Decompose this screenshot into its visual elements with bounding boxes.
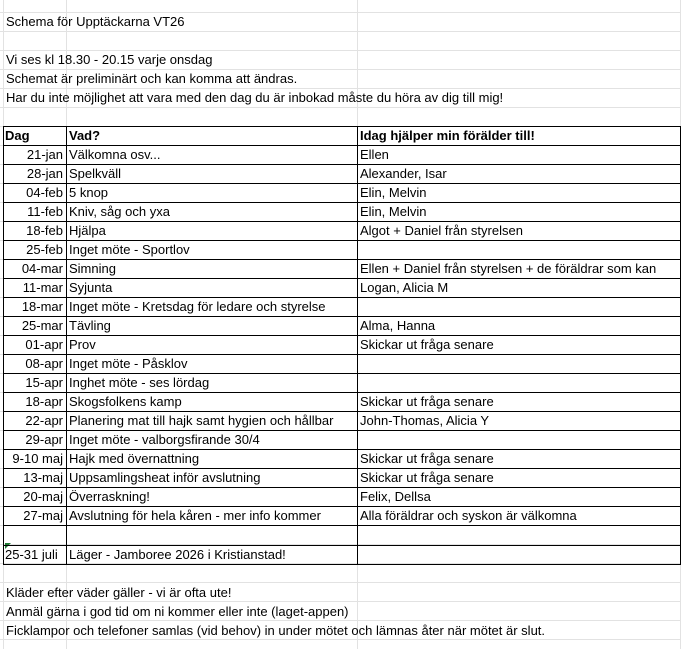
cell-vad[interactable]: Hajk med övernattning bbox=[69, 451, 200, 466]
intro-line: Schemat är preliminärt och kan komma att ändras. bbox=[6, 71, 298, 86]
cell-vad[interactable]: Skogsfolkens kamp bbox=[69, 394, 182, 409]
cell-hjalp[interactable]: Elin, Melvin bbox=[360, 185, 427, 200]
table-row bbox=[0, 278, 681, 297]
cell-dag[interactable]: 27-maj bbox=[23, 508, 63, 523]
cell-hjalp[interactable]: Alma, Hanna bbox=[360, 318, 436, 333]
table-border bbox=[3, 202, 681, 203]
table-border bbox=[3, 430, 681, 431]
cell-dag[interactable]: 21-jan bbox=[26, 147, 63, 162]
table-row bbox=[0, 354, 681, 373]
intro-row[interactable] bbox=[0, 69, 681, 88]
table-row bbox=[0, 392, 681, 411]
intro-row[interactable] bbox=[0, 50, 681, 69]
cell-dag[interactable]: 01-apr bbox=[25, 337, 63, 352]
table-row bbox=[0, 297, 681, 316]
cell-hjalp[interactable]: Ellen bbox=[360, 147, 389, 162]
cell-hjalp[interactable]: John-Thomas, Alicia Y bbox=[360, 413, 490, 428]
table-border bbox=[3, 545, 681, 546]
table-border bbox=[357, 126, 358, 565]
cell-dag[interactable]: 9-10 maj bbox=[12, 451, 63, 466]
table-row bbox=[0, 335, 681, 354]
cell-dag[interactable]: 18-feb bbox=[26, 223, 63, 238]
cell-dag[interactable]: 11-feb bbox=[27, 204, 63, 219]
cell-vad[interactable]: Uppsamlingsheat inför avslutning bbox=[69, 470, 261, 485]
table-border bbox=[3, 564, 681, 565]
cell-dag[interactable]: 25-mar bbox=[21, 318, 63, 333]
cell-hjalp[interactable]: Skickar ut fråga senare bbox=[360, 337, 494, 352]
cell-hjalp[interactable] bbox=[357, 545, 681, 564]
table-header bbox=[0, 126, 681, 145]
cell-dag[interactable]: 25-feb bbox=[26, 242, 63, 257]
cell-vad[interactable]: Läger - Jamboree 2026 i Kristianstad! bbox=[69, 547, 286, 562]
note-line: Anmäl gärna i god tid om ni kommer eller inte (laget-appen) bbox=[6, 604, 349, 619]
cell-hjalp[interactable]: Skickar ut fråga senare bbox=[360, 394, 494, 409]
cell-hjalp[interactable]: Algot + Daniel från styrelsen bbox=[360, 223, 523, 238]
cell-dag[interactable]: 04-feb bbox=[26, 185, 63, 200]
cell-hjalp[interactable]: Alla föräldrar och syskon är välkomna bbox=[360, 508, 577, 523]
table-border bbox=[3, 354, 681, 355]
table-border bbox=[3, 259, 681, 260]
cell-dag[interactable]: 18-mar bbox=[21, 299, 63, 314]
cell-vad[interactable]: Inget möte - Påsklov bbox=[69, 356, 188, 371]
table-border bbox=[3, 240, 681, 241]
table-border bbox=[3, 506, 681, 507]
cell-hjalp[interactable] bbox=[357, 240, 681, 259]
table-border bbox=[3, 164, 681, 165]
note-line: Kläder efter väder gäller - vi är ofta ute! bbox=[6, 585, 232, 600]
intro-line: Har du inte möjlighet att vara med den dag du är inbokad måste du höra av dig till mig! bbox=[6, 90, 504, 105]
header-hjalp[interactable]: Idag hjälper min förälder till! bbox=[360, 128, 535, 143]
table-row bbox=[0, 221, 681, 240]
note-row[interactable] bbox=[0, 621, 681, 640]
table-border bbox=[3, 525, 681, 526]
header-vad[interactable]: Vad? bbox=[69, 128, 101, 143]
table-row-extra bbox=[0, 545, 681, 564]
table-border bbox=[3, 449, 681, 450]
cell-vad[interactable]: 5 knop bbox=[69, 185, 109, 200]
table-row bbox=[0, 164, 681, 183]
table-border bbox=[3, 297, 681, 298]
cell-vad[interactable]: Inget möte - valborgsfirande 30/4 bbox=[69, 432, 260, 447]
cell-dag[interactable]: 18-apr bbox=[25, 394, 63, 409]
note-row[interactable] bbox=[0, 583, 681, 602]
cell-vad[interactable]: Kniv, såg och yxa bbox=[69, 204, 170, 219]
cell-dag[interactable]: 25-31 juli bbox=[5, 547, 58, 562]
sheet-title: Schema för Upptäckarna VT26 bbox=[6, 14, 185, 29]
intro-row[interactable] bbox=[0, 88, 681, 107]
table-border bbox=[3, 373, 681, 374]
cell-vad[interactable]: Inget möte - Sportlov bbox=[69, 242, 190, 257]
cell-dag[interactable]: 15-apr bbox=[25, 375, 63, 390]
table-row bbox=[0, 202, 681, 221]
cell-vad[interactable]: Tävling bbox=[69, 318, 111, 333]
header-dag[interactable]: Dag bbox=[5, 128, 30, 143]
table-row bbox=[0, 411, 681, 430]
cell-hjalp[interactable]: Skickar ut fråga senare bbox=[360, 470, 494, 485]
table-row bbox=[0, 240, 681, 259]
cell-hjalp[interactable]: Elin, Melvin bbox=[360, 204, 427, 219]
cell-vad[interactable]: Inghet möte - ses lördag bbox=[69, 375, 210, 390]
table-row bbox=[0, 430, 681, 449]
cell-hjalp[interactable]: Alexander, Isar bbox=[360, 166, 447, 181]
cell-vad[interactable]: Planering mat till hajk samt hygien och hållbar bbox=[69, 413, 334, 428]
table-border bbox=[3, 145, 681, 146]
table-border bbox=[66, 126, 67, 565]
cell-hjalp[interactable]: Skickar ut fråga senare bbox=[360, 451, 494, 466]
table-border bbox=[3, 221, 681, 222]
cell-vad[interactable]: Spelkväll bbox=[69, 166, 122, 181]
intro-line: Vi ses kl 18.30 - 20.15 varje onsdag bbox=[6, 52, 213, 67]
cell-vad[interactable]: Överraskning! bbox=[69, 489, 150, 504]
table-border bbox=[3, 183, 681, 184]
table-row bbox=[0, 468, 681, 487]
cell-hjalp[interactable] bbox=[357, 430, 681, 449]
cell-vad[interactable]: Simning bbox=[69, 261, 116, 276]
table-row bbox=[0, 487, 681, 506]
cell-hjalp[interactable]: Ellen + Daniel från styrelsen + de föräldrar som kan bbox=[360, 261, 657, 276]
cell-dag[interactable]: 22-apr bbox=[25, 413, 63, 428]
table-row bbox=[0, 183, 681, 202]
cell-vad[interactable]: Prov bbox=[69, 337, 96, 352]
cell-comment-marker bbox=[5, 543, 11, 549]
title-row[interactable] bbox=[0, 12, 681, 31]
cell-dag[interactable]: 13-maj bbox=[23, 470, 63, 485]
table-border bbox=[3, 126, 4, 565]
table-border bbox=[3, 411, 681, 412]
table-border bbox=[3, 392, 681, 393]
cell-vad[interactable]: Inget möte - Kretsdag för ledare och styrelse bbox=[69, 299, 326, 314]
table-row bbox=[0, 259, 681, 278]
cell-dag[interactable]: 04-mar bbox=[21, 261, 63, 276]
gridline bbox=[0, 107, 681, 108]
gridline bbox=[0, 31, 681, 32]
note-line: Ficklampor och telefoner samlas (vid behov) in under mötet och lämnas åter när mötet är slut. bbox=[6, 623, 546, 638]
table-row bbox=[0, 373, 681, 392]
table-row bbox=[0, 316, 681, 335]
table-border bbox=[3, 316, 681, 317]
cell-vad[interactable]: Syjunta bbox=[69, 280, 113, 295]
cell-hjalp[interactable]: Felix, Dellsa bbox=[360, 489, 431, 504]
cell-dag[interactable]: 20-maj bbox=[23, 489, 63, 504]
note-row[interactable] bbox=[0, 602, 681, 621]
table-row bbox=[0, 506, 681, 525]
table-border bbox=[3, 126, 681, 127]
table-row bbox=[0, 449, 681, 468]
cell-vad[interactable]: Hjälpa bbox=[69, 223, 106, 238]
table-border bbox=[3, 335, 681, 336]
table-border bbox=[3, 278, 681, 279]
cell-vad[interactable]: Avslutning för hela kåren - mer info kommer bbox=[69, 508, 321, 523]
cell-dag[interactable]: 28-jan bbox=[26, 166, 63, 181]
cell-hjalp[interactable] bbox=[357, 297, 681, 316]
table-border bbox=[3, 487, 681, 488]
cell-dag[interactable]: 08-apr bbox=[25, 356, 63, 371]
cell-hjalp[interactable] bbox=[357, 354, 681, 373]
cell-dag[interactable]: 11-mar bbox=[22, 280, 63, 295]
cell-hjalp[interactable] bbox=[357, 373, 681, 392]
cell-hjalp[interactable]: Logan, Alicia M bbox=[360, 280, 449, 295]
table-row bbox=[0, 145, 681, 164]
cell-dag[interactable]: 29-apr bbox=[25, 432, 63, 447]
table-border bbox=[3, 468, 681, 469]
cell-vad[interactable]: Välkomna osv... bbox=[69, 147, 161, 162]
